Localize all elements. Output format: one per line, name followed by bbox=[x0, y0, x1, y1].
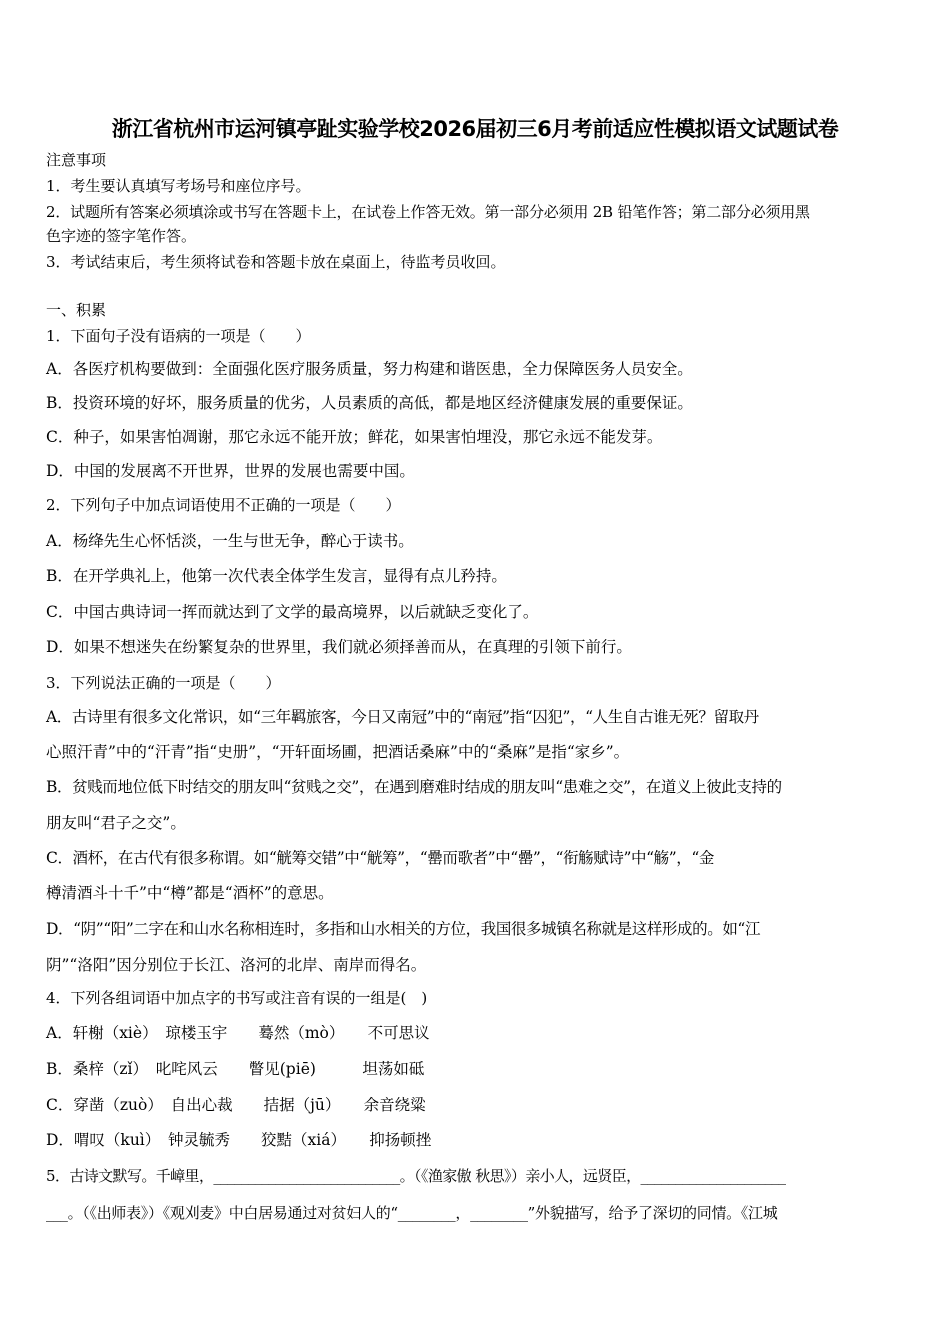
option: C．中国古典诗词一挥而就达到了文学的最高境界，以后就缺乏变化了。 bbox=[46, 603, 539, 621]
option-line: 樽清酒斗十千”中“樽”都是“酒杯”的意思。 bbox=[46, 884, 334, 902]
option: A．各医疗机构要做到：全面强化医疗服务质量，努力构建和谐医患，全力保障医务人员安全。 bbox=[46, 360, 693, 378]
question-stem: 4．下列各组词语中加点字的书写或注音有误的一组是( ) bbox=[46, 989, 428, 1007]
option-line: C．酒杯，在古代有很多称谓。如“觥筹交错”中“觥筹”，“罍而歌者”中“罍”，“衔觞赋诗”中“觞”，“金 bbox=[46, 849, 714, 867]
option: A．轩榭（xiè） 琼楼玉宇 蓦然（mò） 不可思议 bbox=[46, 1024, 430, 1042]
option: B．在开学典礼上，他第一次代表全体学生发言，显得有点儿矜持。 bbox=[46, 567, 507, 585]
section-heading: 一、积累 bbox=[46, 301, 107, 319]
notice-heading: 注意事项 bbox=[46, 151, 107, 169]
option: D．如果不想迷失在纷繁复杂的世界里，我们就必须择善而从，在真理的引领下前行。 bbox=[46, 638, 632, 656]
option: C．穿凿（zuò） 自出心裁 拮据（jū） 余音绕粱 bbox=[46, 1096, 426, 1114]
notice-item: 1．考生要认真填写考场号和座位序号。 bbox=[46, 177, 311, 195]
option-line: B．贫贱而地位低下时结交的朋友叫“贫贱之交”，在遇到磨难时结成的朋友叫“患难之交”，在道义上彼此支持的 bbox=[46, 778, 782, 796]
question-line: 5．古诗文默写。千嶂里，___________________________。（《渔家傲 秋思》）亲小人，远贤臣，_____________________ bbox=[46, 1167, 786, 1185]
page-title: 浙江省杭州市运河镇亭趾实验学校2026届初三6月考前适应性模拟语文试题试卷 bbox=[111, 117, 839, 141]
option: B．桑梓（zǐ） 叱咤风云 瞥见(piē) 坦荡如砥 bbox=[46, 1060, 425, 1078]
option: D．中国的发展离不开世界，世界的发展也需要中国。 bbox=[46, 462, 415, 480]
notice-item: 2．试题所有答案必须填涂或书写在答题卡上，在试卷上作答无效。第一部分必须用 2B 铅笔作答；第二部分必须用黑 bbox=[46, 203, 810, 221]
option-line: 朋友叫“君子之交”。 bbox=[46, 814, 186, 832]
notice-item: 色字迹的签字笔作答。 bbox=[46, 227, 197, 245]
question-line: ___。（《出师表》）《观刈麦》中白居易通过对贫妇人的“________，________”外貌描写，给予了深切的同情。《江城 bbox=[46, 1204, 778, 1222]
option: D．喟叹（kuì） 钟灵毓秀 狡黠（xiá） 抑扬顿挫 bbox=[46, 1131, 432, 1149]
option-line: 阴”“洛阳”因分别位于长江、洛河的北岸、南岸而得名。 bbox=[46, 956, 427, 974]
option: A．杨绛先生心怀恬淡，一生与世无争，醉心于读书。 bbox=[46, 532, 414, 550]
option-line: A．古诗里有很多文化常识，如“三年羁旅客，今日又南冠”中的“南冠”指“囚犯”，“人生自古谁无死？留取丹 bbox=[46, 708, 759, 726]
option: C．种子，如果害怕凋谢，那它永远不能开放；鲜花，如果害怕埋没，那它永远不能发芽。 bbox=[46, 428, 663, 446]
question-stem: 2．下列句子中加点词语使用不正确的一项是（ ） bbox=[46, 496, 401, 514]
option-line: 心照汗青”中的“汗青”指“史册”，“开轩面场圃，把酒话桑麻”中的“桑麻”是指“家乡”。 bbox=[46, 743, 630, 761]
option: B．投资环境的好坏，服务质量的优劣，人员素质的高低，都是地区经济健康发展的重要保证。 bbox=[46, 394, 693, 412]
question-stem: 3．下列说法正确的一项是（ ） bbox=[46, 674, 281, 692]
notice-item: 3．考试结束后，考生须将试卷和答题卡放在桌面上，待监考员收回。 bbox=[46, 253, 506, 271]
question-stem: 1．下面句子没有语病的一项是（ ） bbox=[46, 327, 311, 345]
option-line: D．“阴”“阳”二字在和山水名称相连时，多指和山水相关的方位，我国很多城镇名称就是这样形成的。如“江 bbox=[46, 920, 761, 938]
